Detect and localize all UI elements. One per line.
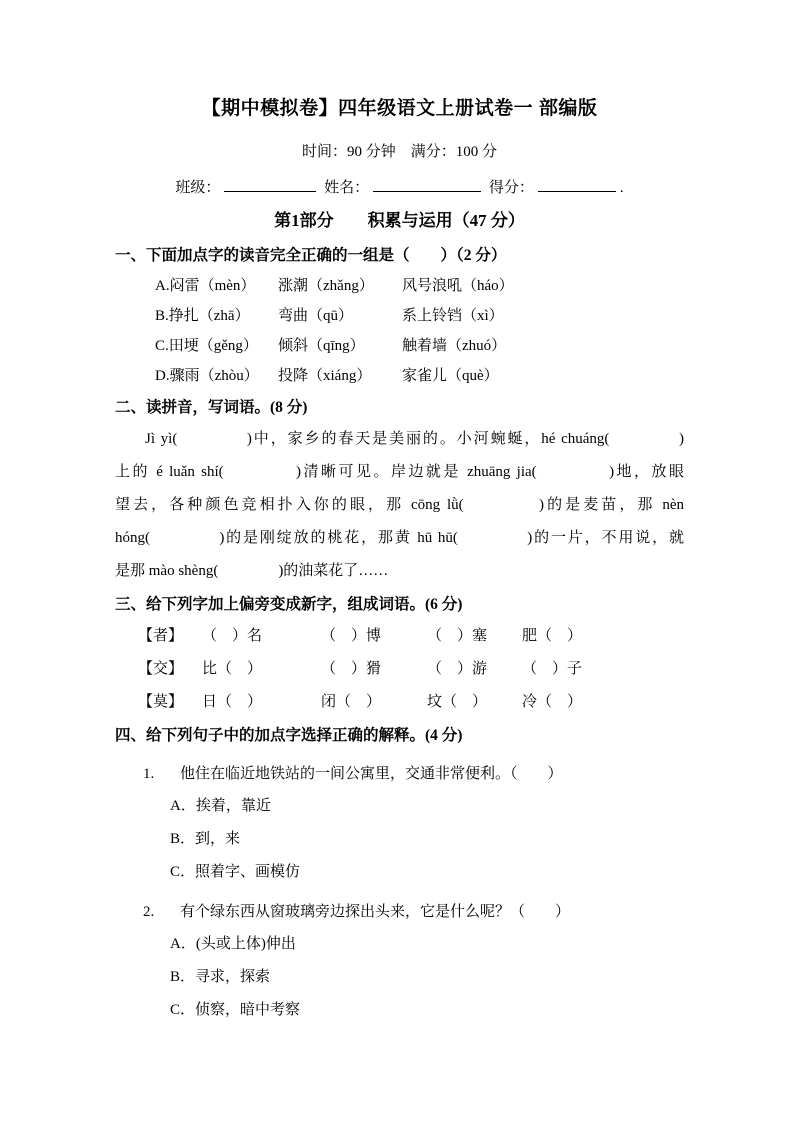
word-pronunciation: 家雀儿（què）	[402, 368, 499, 384]
radical-row	[115, 653, 684, 686]
word-blank-item: 坟（ ）	[427, 694, 488, 710]
word-pronunciation: 弯曲（qū）	[278, 308, 354, 324]
word-pronunciation: D.骤雨（zhòu）	[155, 368, 259, 384]
word-pronunciation: A.闷雷（mèn）	[155, 278, 256, 294]
pronunciation-row-d	[115, 361, 684, 391]
word-blank-item: （ ）子	[522, 661, 583, 677]
time-score-line: 时间：90 分钟 满分：100 分	[301, 144, 497, 160]
info-period: .	[619, 180, 624, 196]
pronunciation-row-a	[115, 271, 684, 301]
answer-option: C．侦察，暗中考察	[170, 1002, 301, 1018]
answer-option: A．(头或上体)伸出	[170, 936, 296, 952]
radical-label: 【莫】	[138, 694, 184, 710]
question-number: 1.	[143, 766, 155, 782]
section2-heading: 二、读拼音，写词语。(8 分)	[115, 399, 308, 416]
page-title: 【期中模拟卷】四年级语文上册试卷一 部编版	[201, 98, 598, 119]
answer-option: B．到，来	[170, 831, 241, 847]
part1-heading: 第1部分 积累与运用（47 分）	[274, 211, 525, 230]
word-blank-item: 闭（ ）	[321, 694, 382, 710]
section1-heading: 一、下面加点字的读音完全正确的一组是（ ）（2 分）	[115, 247, 507, 264]
section4	[115, 721, 684, 1027]
pronunciation-row-b	[115, 301, 684, 331]
pinyin-paragraph	[115, 423, 684, 588]
score-blank	[538, 176, 616, 192]
radical-label: 【者】	[138, 628, 184, 644]
answer-option: C．照着字、画模仿	[170, 864, 301, 880]
answer-option: A．挨着，靠近	[170, 798, 271, 814]
answer-option: B．寻求，探索	[170, 969, 271, 985]
word-pronunciation: 涨潮（zhǎng）	[278, 278, 374, 294]
word-pronunciation: 风号浪吼（háo）	[402, 278, 514, 294]
word-blank-item: （ ）博	[321, 628, 382, 644]
paragraph-line: Jì yì( )中，家乡的春天是美丽的。小河蜿蜒，hé chuáng( )	[145, 431, 684, 447]
word-blank-item: （ ）塞	[427, 628, 488, 644]
class-blank	[224, 176, 316, 192]
word-blank-item: （ ）游	[427, 661, 488, 677]
question-text: 有个绿东西从窗玻璃旁边探出头来，它是什么呢？（ ）	[180, 904, 571, 920]
section4-heading: 四、给下列句子中的加点字选择正确的解释。(4 分)	[115, 727, 463, 744]
paragraph-line: hóng( )的是刚绽放的桃花，那黄 hū hū( )的一片，不用说，就	[115, 530, 684, 546]
word-blank-item: （ ）名	[202, 628, 263, 644]
section3-heading: 三、给下列字加上偏旁变成新字，组成词语。(6 分)	[115, 596, 463, 613]
section3	[115, 590, 684, 719]
section1	[115, 241, 684, 391]
class-label: 班级：	[175, 180, 221, 196]
name-blank	[373, 176, 481, 192]
section2	[115, 393, 684, 588]
word-pronunciation: 倾斜（qīng）	[278, 338, 365, 354]
paragraph-line: 上的 é luǎn shí( )清晰可见。岸边就是 zhuāng jia( )地，放眼	[115, 464, 684, 480]
paragraph-line: 望去，各种颜色竞相扑入你的眼，那 cōng lǜ( )的是麦苗，那 nèn	[115, 497, 684, 513]
question-text: 他住在临近地铁站的一间公寓里，交通非常便利。（ ）	[180, 766, 563, 782]
radical-label: 【交】	[138, 661, 184, 677]
word-blank-item: 比（ ）	[202, 661, 263, 677]
word-pronunciation: B.挣扎（zhā）	[155, 308, 250, 324]
paragraph-line: 是那 mào shèng( )的油菜花了……	[115, 563, 389, 579]
word-blank-item: 冷（ ）	[522, 694, 583, 710]
student-info-line	[115, 176, 684, 199]
question-2	[115, 896, 684, 928]
radical-row	[115, 620, 684, 653]
question-number: 2.	[143, 904, 155, 920]
question-1	[115, 758, 684, 790]
word-pronunciation: 系上铃铛（xì）	[402, 308, 504, 324]
score-label: 得分：	[488, 180, 534, 196]
word-blank-item: （ ）猾	[321, 661, 382, 677]
name-label: 姓名：	[324, 180, 370, 196]
word-pronunciation: C.田埂（gěng）	[155, 338, 258, 354]
word-pronunciation: 投降（xiáng）	[278, 368, 372, 384]
pronunciation-row-c	[115, 331, 684, 361]
word-blank-item: 肥（ ）	[522, 628, 583, 644]
word-blank-item: 日（ ）	[202, 694, 263, 710]
word-pronunciation: 触着墙（zhuó）	[402, 338, 507, 354]
radical-row	[115, 686, 684, 719]
